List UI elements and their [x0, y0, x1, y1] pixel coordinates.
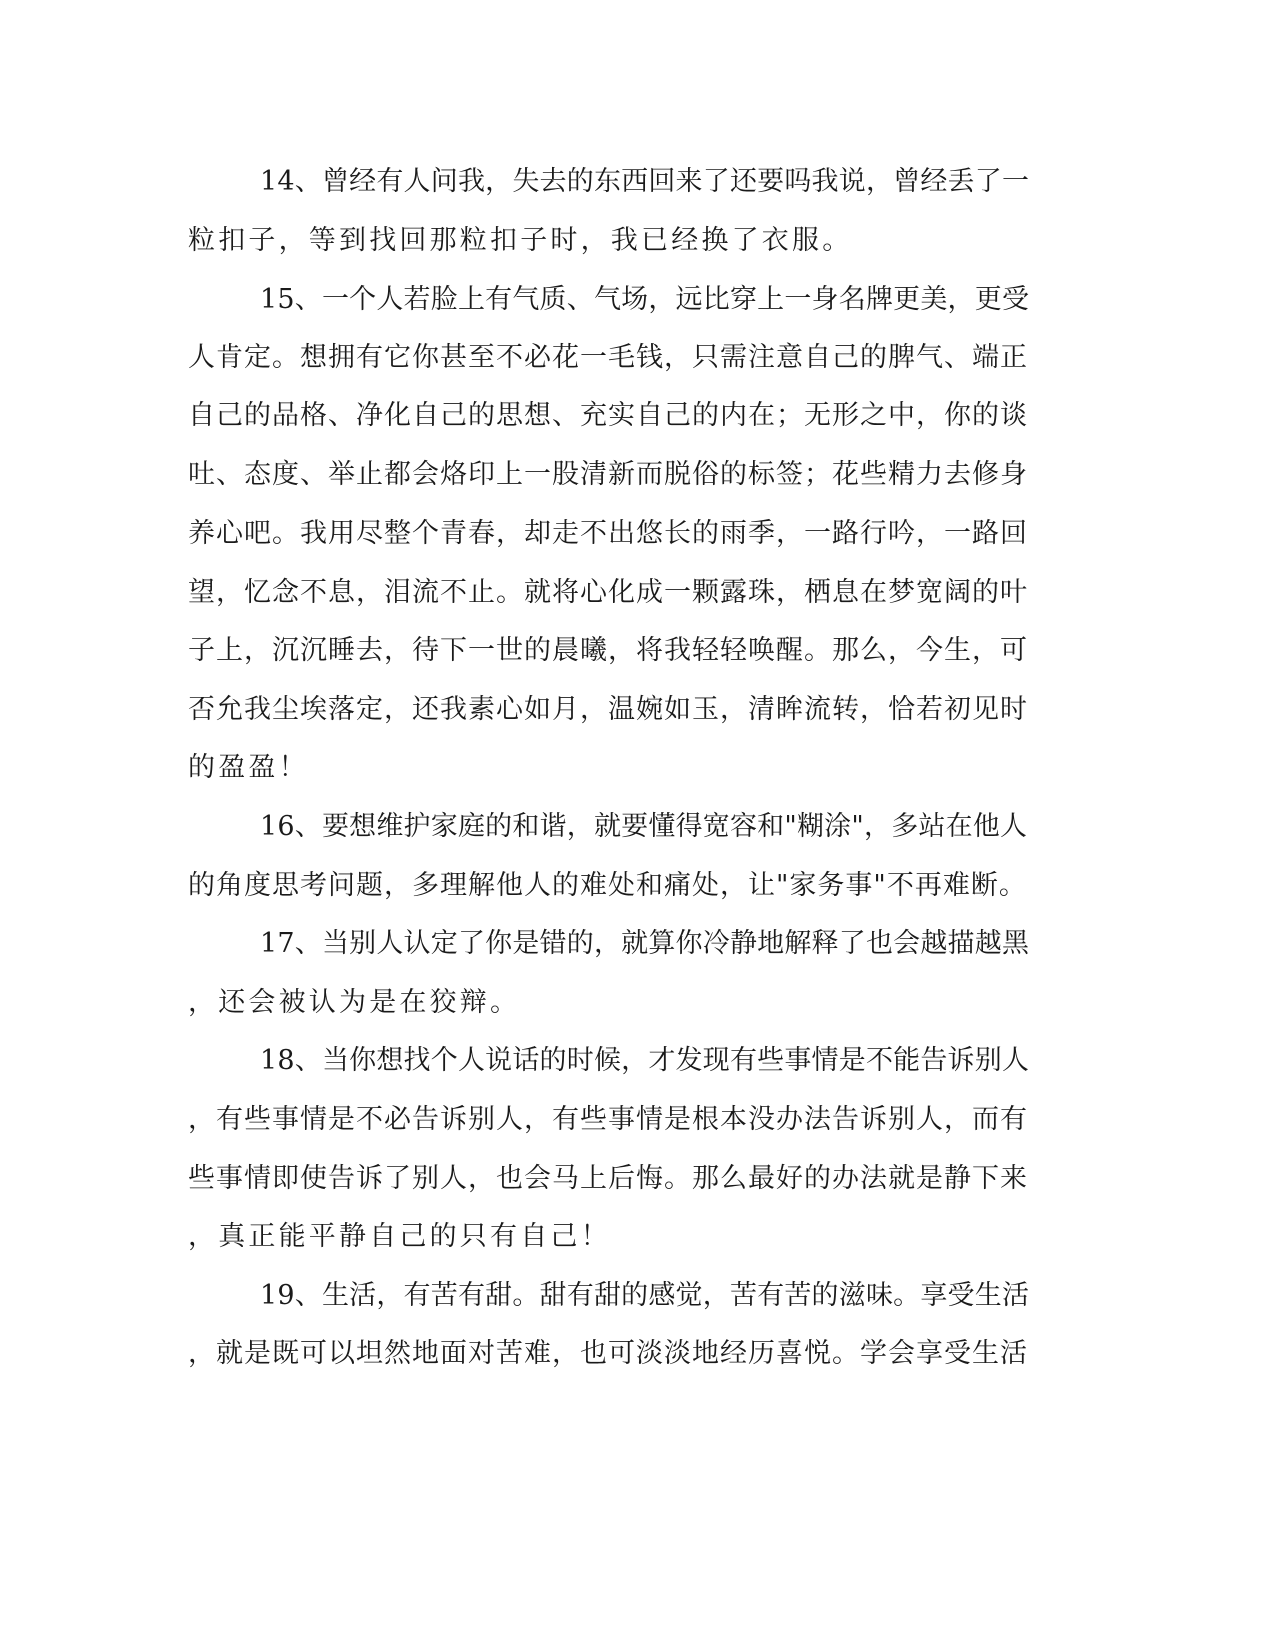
text-line: 14、曾经有人问我，失去的东西回来了还要吗我说，曾经丢了一: [260, 166, 1030, 197]
text-line: 自己的品格、净化自己的思想、充实自己的内在；无形之中，你的谈: [188, 400, 1028, 431]
text-line: ，有些事情是不必告诉别人，有些事情是根本没办法告诉别人，而有: [188, 1104, 1028, 1135]
text-line: 吐、态度、举止都会烙印上一股清新而脱俗的标签；花些精力去修身: [188, 459, 1028, 490]
text-line: 粒扣子，等到找回那粒扣子时，我已经换了衣服。: [188, 225, 853, 256]
text-line: 19、生活，有苦有甜。甜有甜的感觉，苦有苦的滋味。享受生活: [260, 1280, 1030, 1311]
text-line: 人肯定。想拥有它你甚至不必花一毛钱，只需注意自己的脾气、端正: [188, 342, 1028, 373]
text-line: 望，忆念不息，泪流不止。就将心化成一颗露珠，栖息在梦宽阔的叶: [188, 577, 1028, 608]
text-line: 些事情即使告诉了别人，也会马上后悔。那么最好的办法就是静下来: [188, 1163, 1028, 1194]
text-line: ，就是既可以坦然地面对苦难，也可淡淡地经历喜悦。学会享受生活: [188, 1338, 1028, 1369]
text-line: ，真正能平静自己的只有自己！: [188, 1221, 611, 1252]
text-line: ，还会被认为是在狡辩。: [188, 987, 521, 1018]
text-line: 的盈盈！: [188, 752, 309, 783]
text-line: 的角度思考问题，多理解他人的难处和痛处，让"家务事"不再难断。: [188, 870, 1027, 901]
text-line: 子上，沉沉睡去，待下一世的晨曦，将我轻轻唤醒。那么，今生，可: [188, 635, 1028, 666]
text-line: 16、要想维护家庭的和谐，就要懂得宽容和"糊涂"，多站在他人: [260, 811, 1028, 842]
text-line: 否允我尘埃落定，还我素心如月，温婉如玉，清眸流转，恰若初见时: [188, 694, 1028, 725]
text-line: 17、当别人认定了你是错的，就算你冷静地解释了也会越描越黑: [260, 928, 1030, 959]
text-line: 15、一个人若脸上有气质、气场，远比穿上一身名牌更美，更受: [260, 284, 1030, 315]
text-line: 18、当你想找个人说话的时候，才发现有些事情是不能告诉别人: [260, 1045, 1030, 1076]
text-line: 养心吧。我用尽整个青春，却走不出悠长的雨季，一路行吟，一路回: [188, 518, 1028, 549]
